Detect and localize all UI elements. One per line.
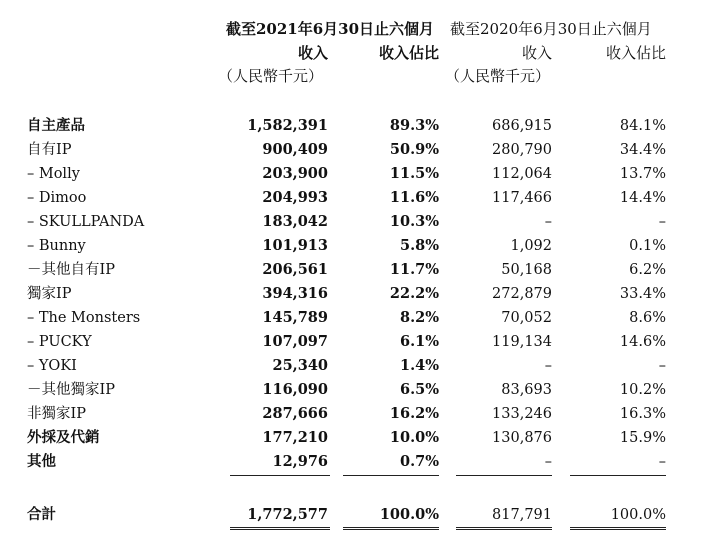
revenue-2021: 107,097 [262, 333, 328, 350]
row-label: 非獨家IP [27, 406, 86, 422]
revenue-2021: 101,913 [262, 237, 328, 254]
total-revenue-2021: 1,772,577 [247, 506, 328, 523]
row-label: 自主產品 [27, 117, 85, 134]
revenue-2020: 272,879 [492, 286, 552, 302]
revenue-2021-heading: 收入 [297, 44, 328, 62]
table-row [0, 187, 703, 209]
total-double-rule [570, 527, 666, 530]
table-row [0, 451, 703, 473]
unit-2020: （人民幣千元） [445, 67, 551, 85]
unit-2021: （人民幣千元） [218, 67, 324, 85]
ratio-2020: 14.6% [619, 334, 666, 350]
row-label: – YOKI [27, 358, 77, 374]
revenue-2020: 133,246 [492, 406, 552, 422]
row-label: – Molly [27, 166, 80, 182]
revenue-2021: 1,582,391 [247, 117, 328, 134]
row-label: 其他 [27, 453, 56, 470]
revenue-2020: – [544, 358, 552, 374]
revenue-2021: 204,993 [262, 189, 328, 206]
total-ratio-2021: 100.0% [379, 506, 439, 523]
total-row [0, 504, 703, 526]
table-row [0, 211, 703, 233]
total-ratio-2020: 100.0% [610, 507, 666, 523]
ratio-2020: 33.4% [619, 286, 666, 302]
row-label: －其他獨家IP [27, 382, 115, 398]
ratio-2021: 50.9% [389, 141, 439, 158]
revenue-2021: 394,316 [262, 285, 328, 302]
row-label: 外採及代銷 [27, 429, 100, 446]
ratio-2021-heading: 收入佔比 [378, 44, 439, 62]
revenue-2020: 112,064 [492, 166, 552, 182]
ratio-2021: 11.6% [389, 189, 439, 206]
total-double-rule [456, 527, 552, 530]
row-label: －其他自有IP [27, 262, 115, 278]
subtotal-rule [343, 475, 439, 476]
ratio-2020: 8.6% [629, 310, 666, 326]
ratio-2020: 14.4% [619, 190, 666, 206]
revenue-2020: 280,790 [492, 142, 552, 158]
row-label: 獨家IP [27, 286, 72, 302]
table-row [0, 403, 703, 425]
table-row [0, 163, 703, 185]
ratio-2021: 0.7% [399, 453, 439, 470]
table-row [0, 427, 703, 449]
revenue-2021: 900,409 [262, 141, 328, 158]
row-label: – Dimoo [27, 190, 87, 206]
table-row [0, 379, 703, 401]
ratio-2021: 22.2% [389, 285, 439, 302]
revenue-2020: – [544, 214, 552, 230]
revenue-2020: 1,092 [510, 238, 552, 254]
period-2020-heading: 截至2020年6月30日止六個月 [450, 20, 652, 38]
ratio-2021: 6.1% [399, 333, 439, 350]
ratio-2021: 89.3% [389, 117, 439, 134]
row-label: 自有IP [27, 142, 72, 158]
ratio-2021: 5.8% [399, 237, 439, 254]
revenue-2021: 25,340 [272, 357, 328, 374]
ratio-2021: 11.7% [389, 261, 439, 278]
revenue-2020: 70,052 [501, 310, 552, 326]
table-row [0, 139, 703, 161]
revenue-2020: 50,168 [501, 262, 552, 278]
total-revenue-2020: 817,791 [492, 507, 552, 523]
ratio-2021: 1.4% [399, 357, 439, 374]
revenue-2020: 686,915 [492, 118, 552, 134]
revenue-2021: 116,090 [262, 381, 328, 398]
table-row [0, 259, 703, 281]
table-row [0, 307, 703, 329]
ratio-2020: 34.4% [619, 142, 666, 158]
revenue-2021: 145,789 [262, 309, 328, 326]
revenue-2021: 206,561 [262, 261, 328, 278]
table-row [0, 115, 703, 137]
ratio-2021: 11.5% [389, 165, 439, 182]
subtotal-rule [570, 475, 666, 476]
subtotal-rule [456, 475, 552, 476]
ratio-2021: 8.2% [399, 309, 439, 326]
ratio-2020: 15.9% [619, 430, 666, 446]
ratio-2020: – [658, 454, 666, 470]
period-2021-heading: 截至2021年6月30日止六個月 [226, 20, 435, 38]
table-row [0, 235, 703, 257]
ratio-2020: 10.2% [619, 382, 666, 398]
ratio-2021: 10.0% [389, 429, 439, 446]
total-double-rule [343, 527, 439, 530]
total-double-rule [230, 527, 330, 530]
row-label: – The Monsters [27, 310, 141, 326]
revenue-2020-heading: 收入 [521, 44, 552, 62]
ratio-2020-heading: 收入佔比 [605, 44, 666, 62]
table-row [0, 355, 703, 377]
revenue-2021: 203,900 [262, 165, 328, 182]
ratio-2020: – [658, 358, 666, 374]
ratio-2020: 13.7% [619, 166, 666, 182]
total-label: 合計 [27, 506, 56, 523]
ratio-2020: – [658, 214, 666, 230]
row-label: – PUCKY [27, 334, 92, 350]
ratio-2021: 10.3% [389, 213, 439, 230]
revenue-2020: 119,134 [492, 334, 552, 350]
row-label: – SKULLPANDA [27, 214, 145, 230]
revenue-2020: 117,466 [492, 190, 552, 206]
ratio-2020: 16.3% [619, 406, 666, 422]
revenue-2020: 130,876 [492, 430, 552, 446]
revenue-2020: – [544, 454, 552, 470]
subtotal-rule [230, 475, 330, 476]
table-row [0, 331, 703, 353]
revenue-2021: 12,976 [272, 453, 328, 470]
revenue-2020: 83,693 [501, 382, 552, 398]
ratio-2020: 6.2% [629, 262, 666, 278]
revenue-2021: 177,210 [262, 429, 328, 446]
ratio-2020: 84.1% [619, 118, 666, 134]
table-row [0, 283, 703, 305]
row-label: – Bunny [27, 238, 86, 254]
revenue-2021: 287,666 [262, 405, 328, 422]
ratio-2020: 0.1% [629, 238, 666, 254]
revenue-2021: 183,042 [262, 213, 328, 230]
ratio-2021: 6.5% [399, 381, 439, 398]
ratio-2021: 16.2% [389, 405, 439, 422]
